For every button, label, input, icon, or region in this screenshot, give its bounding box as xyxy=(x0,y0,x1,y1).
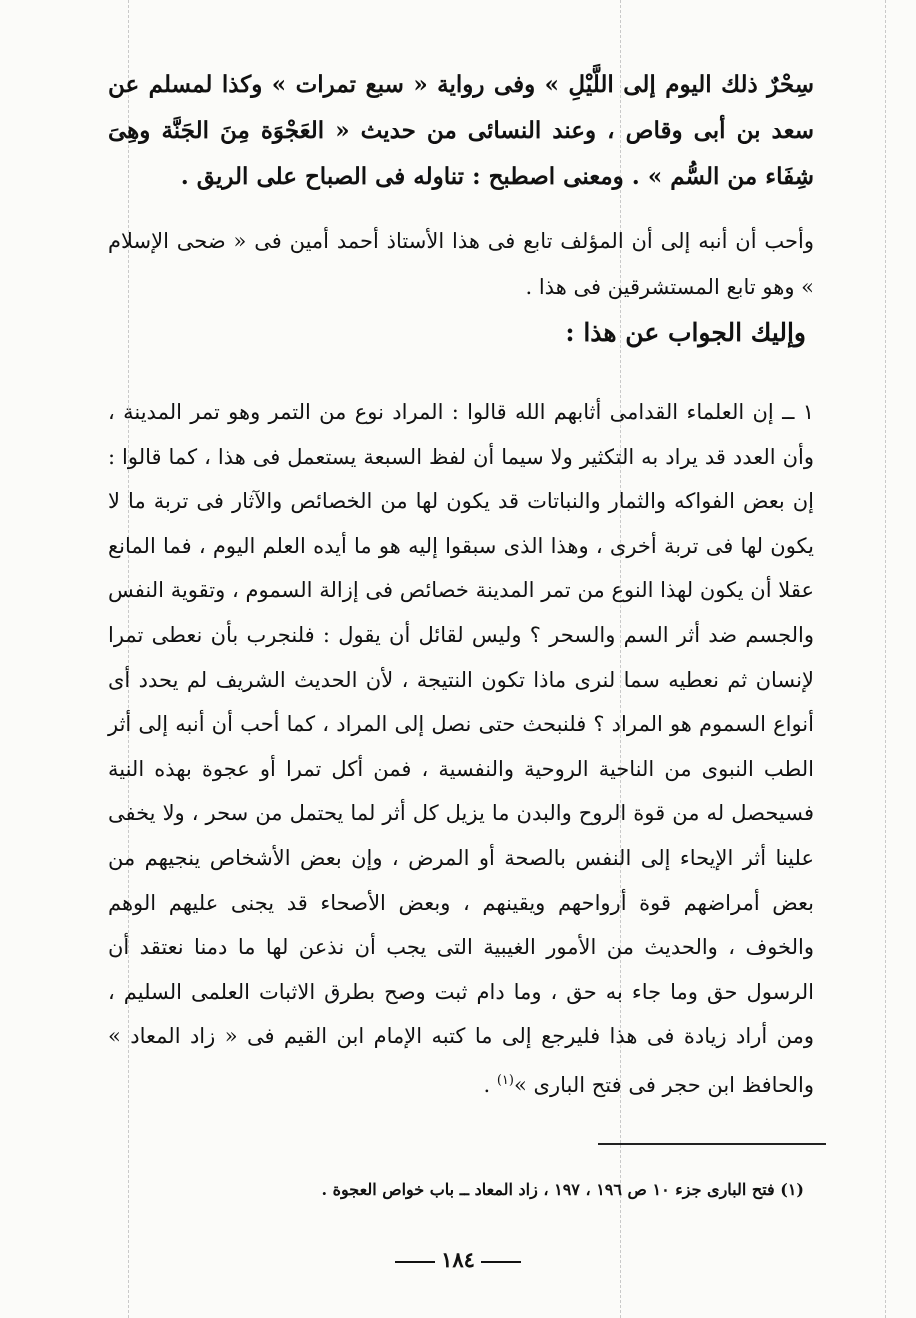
section-heading: وإليك الجواب عن هذا : xyxy=(565,318,806,347)
footnote-divider xyxy=(598,1143,826,1145)
answer-text: ١ ــ إن العلماء القدامى أثابهم الله قالوا : المراد نوع من التمر وهو تمر المدينة ، وأن العدد قد يراد به التكثير ولا سيما أن لفظ السبعة يستعمل فى هذا ، كما قالوا : إن بعض الفواكه والثمار والنباتات قد يكون لها من الخصائص والآثار فى تربة ما لا يكون لها فى تربة أخرى ، وهذا الذى سبقوا إليه هو ما أيده العلم اليوم ، فما المانع عقلا أن يكون لهذا النوع من تمر المدينة خصائص فى إزالة السموم ، وتقوية النفس والجسم ضد أثر السم والسحر ؟ وليس لقائل أن يقول : فلنجرب بأن نعطى تمرا لإنسان ثم نعطيه سما لنرى ماذا تكون النتيجة ، لأن الحديث الشريف لم يحدد أى أنواع السموم هو المراد ؟ فلنبحث حتى نصل إلى المراد ، كما أحب أن أنبه إلى أثر الطب النبوى من الناحية الروحية والنفسية ، فمن أكل تمرا أو عجوة بهذه النية فسيحصل له من قوة الروح والبدن ما يزيل كل أثر لما يحتمل من سحر ، ولا يخفى علينا أثر الإيحاء إلى النفس بالصحة أو المرض ، وإن بعض الأشخاص ينجيهم من بعض أمراضهم قوة أرواحهم ويقينهم ، وبعض الأصحاء قد يجنى عليهم الوهم والخوف ، والحديث من الأمور الغيبية التى يجب أن نذعن لها ما دمنا نعتقد أن الرسول حق وما جاء به حق ، وما دام ثبت وصح بطرق الاثبات العلمى السليم ، ومن أراد زيادة فى هذا فليرجع إلى ما كتبه الإمام ابن القيم فى « زاد المعاد » والحافظ ابن حجر فى فتح البارى » xyxy=(108,400,814,1097)
page-number-dash-right xyxy=(395,1261,435,1263)
page-number-value: ١٨٤ xyxy=(441,1247,475,1272)
page-number-dash-left xyxy=(481,1261,521,1263)
footnote: (١) فتح البارى جزء ١٠ ص ١٩٦ ، ١٩٧ ، زاد المعاد ــ باب خواص العجوة . xyxy=(321,1180,804,1199)
footnote-reference: (١) xyxy=(496,1072,514,1088)
answer-paragraph xyxy=(108,390,814,1108)
page-number xyxy=(0,1247,916,1272)
answer-end: . xyxy=(483,1072,497,1097)
author-note-paragraph: وأحب أن أنبه إلى أن المؤلف تابع فى هذا الأستاذ أحمد أمين فى « ضحى الإسلام » وهو تابع المستشرقين فى هذا . xyxy=(108,229,814,299)
bold-paragraph: سِحْرٌ ذلك اليوم إلى اللَّيْلِ » وفى رواية « سبع تمرات » وكذا لمسلم عن سعد بن أبى وقاص ، وعند النسائى من حديث « العَجْوَة مِنَ الجَنَّة وهِىَ شِفَاء من السُّم » . ومعنى اصطبح : تناوله فى الصباح على الريق . xyxy=(108,71,814,190)
fold-line-right xyxy=(885,0,886,1318)
